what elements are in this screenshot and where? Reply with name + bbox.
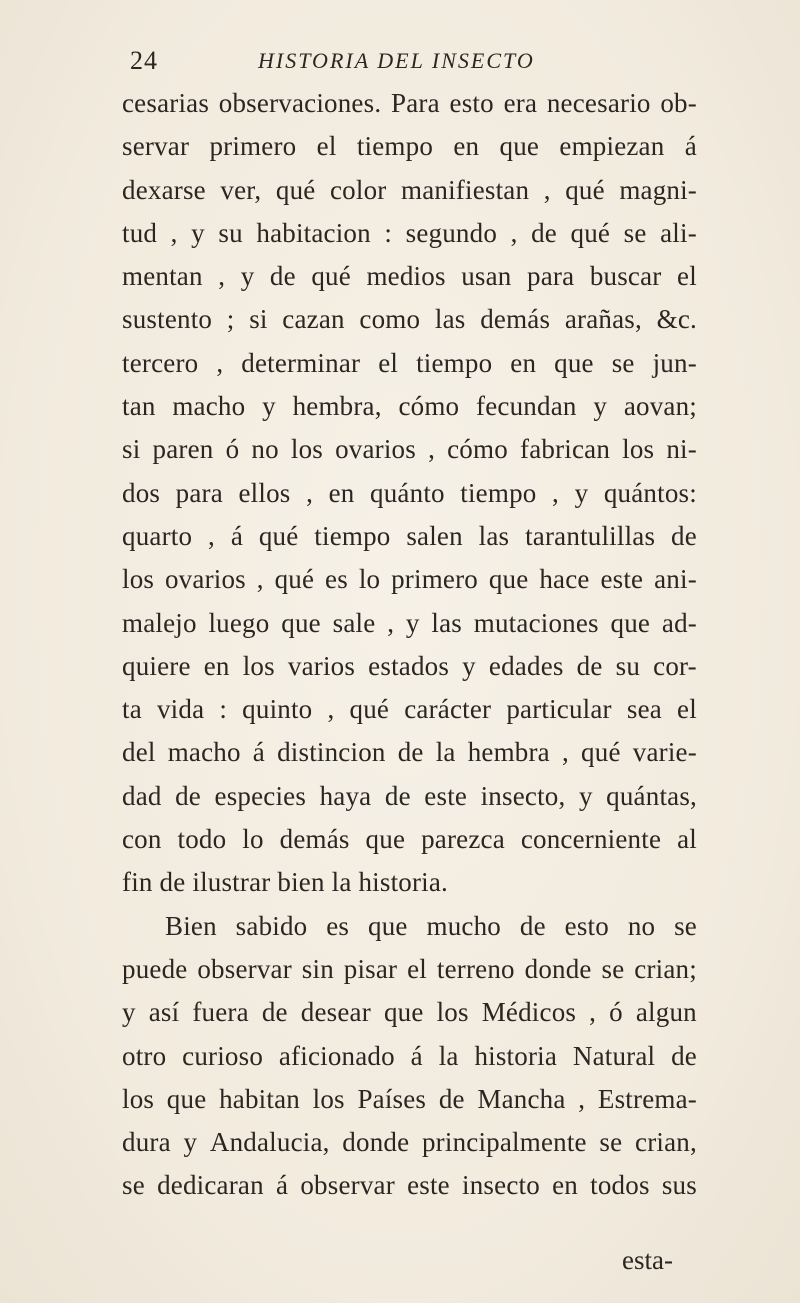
word: todo: [177, 824, 227, 855]
word: observar: [197, 953, 292, 984]
word: jun-: [652, 347, 697, 378]
word: qué: [311, 261, 351, 292]
word: sale: [332, 607, 376, 638]
word: usan: [461, 261, 512, 292]
word: puede: [122, 953, 188, 984]
word: sabido: [235, 910, 308, 941]
text-line: [122, 212, 697, 255]
word: del: [122, 737, 156, 768]
word: que: [368, 910, 408, 941]
word: las: [431, 607, 462, 638]
word: macho: [172, 391, 246, 422]
word: á: [684, 131, 697, 162]
word: se: [611, 347, 635, 378]
text-line: [122, 645, 697, 688]
word: de: [519, 910, 546, 941]
word: ta: [122, 694, 142, 725]
word: paren: [152, 434, 214, 465]
word: si: [122, 434, 141, 465]
word: buscar: [589, 261, 662, 292]
word: que: [166, 1083, 207, 1114]
text-line: [122, 385, 697, 428]
word: hace: [539, 564, 590, 595]
word: tarantulillas: [525, 520, 656, 551]
word: crian;: [634, 953, 697, 984]
word: ,: [543, 174, 551, 205]
word: algun: [635, 997, 697, 1028]
word: qué: [349, 694, 390, 725]
word: se: [674, 910, 697, 941]
text-line: [122, 1164, 697, 1207]
word: se: [599, 1127, 623, 1158]
word: concerniente: [520, 824, 662, 855]
word: que: [365, 824, 406, 855]
word: que: [610, 607, 651, 638]
word: si: [249, 304, 268, 335]
word: en: [203, 650, 230, 681]
word: :: [219, 694, 228, 725]
text-line: [122, 472, 697, 515]
word: manifiestan: [401, 174, 530, 205]
word: ,: [552, 477, 559, 508]
word: sin: [301, 953, 334, 984]
word: de: [269, 261, 296, 292]
word: :: [384, 217, 393, 248]
text-line: [122, 948, 697, 991]
text-line: [122, 82, 697, 125]
running-head: HISTORIA DEL INSECTO: [258, 48, 535, 73]
word: dexarse: [122, 174, 206, 205]
word: los: [622, 434, 655, 465]
word: y: [593, 391, 608, 422]
word: segundo: [405, 217, 498, 248]
word: &c.: [656, 304, 697, 335]
word: como: [359, 304, 421, 335]
word: es: [325, 564, 348, 595]
word: ,: [387, 607, 395, 638]
word: qué: [275, 174, 316, 205]
word: era: [503, 88, 538, 118]
word: ni-: [666, 434, 697, 465]
word: parezca: [421, 824, 505, 855]
word: tiempo: [416, 347, 493, 378]
word: varios: [287, 650, 356, 681]
word: fecundan: [476, 391, 577, 422]
word: varie-: [632, 737, 697, 768]
word: de: [671, 1040, 697, 1071]
word: ob-: [660, 88, 697, 118]
word: ali-: [660, 217, 697, 248]
text-line: [122, 1035, 697, 1078]
word: esto: [564, 910, 609, 941]
word: salen: [406, 520, 463, 551]
word: cómo: [447, 434, 508, 465]
page-header: [0, 40, 800, 80]
word: quiere: [122, 650, 191, 681]
word: el: [407, 953, 428, 984]
word: la: [438, 1040, 459, 1071]
word: ,: [561, 737, 569, 768]
word: esto: [449, 88, 494, 118]
word: carácter: [404, 694, 492, 725]
word: quántas,: [606, 780, 697, 811]
word: demás: [480, 304, 551, 335]
body-text: [122, 82, 697, 1208]
word: ani-: [654, 564, 697, 595]
word: cor-: [653, 650, 697, 681]
word: ;: [226, 304, 235, 335]
word: y: [262, 391, 276, 422]
text-line: [122, 515, 697, 558]
word: y: [462, 650, 476, 681]
word: qué: [274, 564, 315, 595]
word: ovarios: [335, 434, 416, 465]
word: ,: [170, 217, 178, 248]
word: el: [677, 261, 697, 292]
word: dad: [122, 780, 162, 811]
word: necesario: [546, 88, 651, 118]
word: luego: [208, 607, 270, 638]
word: ó: [609, 997, 623, 1028]
word: habitacion: [256, 217, 371, 248]
word: las: [478, 520, 510, 551]
word: que: [488, 564, 529, 595]
word: medios: [366, 261, 446, 292]
word: ,: [208, 520, 215, 551]
word: no: [627, 910, 656, 941]
word: tiempo: [356, 131, 434, 162]
word: Para: [391, 88, 440, 118]
word: donde: [524, 953, 592, 984]
word: fuera: [192, 997, 249, 1028]
word: quarto: [122, 520, 193, 551]
word: donde: [342, 1127, 410, 1158]
word: y: [574, 477, 589, 508]
word: sea: [626, 694, 662, 725]
word: historia: [474, 1040, 558, 1071]
word: sus: [661, 1170, 697, 1201]
word: aovan;: [623, 391, 697, 422]
word: malejo: [122, 607, 197, 638]
word: las: [434, 304, 466, 335]
word: tiempo: [460, 477, 537, 508]
word: tan: [122, 391, 156, 422]
word: ovarios: [164, 564, 246, 595]
text-line: [122, 991, 697, 1034]
word: terreno: [436, 953, 515, 984]
text-line: [122, 775, 697, 818]
text-line: [122, 428, 697, 471]
word: hembra,: [292, 391, 382, 422]
word: dos: [122, 477, 161, 508]
word: Médicos: [481, 997, 577, 1028]
word: con: [122, 824, 162, 855]
word: color: [330, 174, 387, 205]
word: los: [242, 650, 275, 681]
word: y: [191, 217, 205, 248]
word: este: [407, 1170, 450, 1201]
paragraph-start-line: [122, 905, 697, 948]
word: edades: [488, 650, 564, 681]
word: aficionado: [278, 1040, 395, 1071]
word: tercero: [122, 347, 199, 378]
word: ,: [218, 261, 226, 292]
word: cómo: [398, 391, 460, 422]
text-line: [122, 688, 697, 731]
word: dura: [122, 1127, 171, 1158]
word: haya: [319, 780, 372, 811]
word: Andalucia,: [209, 1127, 330, 1158]
word: la: [435, 737, 456, 768]
word: ó: [225, 434, 240, 465]
text-line: [122, 558, 697, 601]
word: vida: [156, 694, 205, 725]
text-line: [122, 731, 697, 774]
word: crian,: [635, 1127, 697, 1158]
word: los: [122, 1083, 155, 1114]
word: ,: [216, 347, 224, 378]
word: para: [527, 261, 575, 292]
word: este: [600, 564, 644, 595]
word: á: [410, 1040, 423, 1071]
word: se: [601, 953, 625, 984]
word: su: [615, 650, 641, 681]
word: y: [405, 607, 420, 638]
word: de: [384, 780, 411, 811]
word: y: [183, 1127, 198, 1158]
word: los: [312, 1083, 345, 1114]
word: quinto: [242, 694, 313, 725]
word: los: [122, 564, 155, 595]
text-line: [122, 255, 697, 298]
word: principalmente: [421, 1127, 587, 1158]
word: no: [251, 434, 279, 465]
word: de: [576, 650, 603, 681]
word: otro: [122, 1040, 167, 1071]
word: que: [383, 997, 424, 1028]
text-line: [122, 125, 697, 168]
word: ,: [589, 997, 597, 1028]
word: lo: [242, 824, 264, 855]
word: mentan: [122, 261, 203, 292]
text-line: [122, 298, 697, 341]
word: curioso: [182, 1040, 264, 1071]
word: observaciones.: [218, 88, 382, 118]
word: á: [275, 1170, 289, 1201]
word: quánto: [370, 477, 445, 508]
text-line: [122, 1078, 697, 1121]
word: y: [122, 997, 136, 1028]
word: que: [281, 607, 321, 638]
word: ,: [578, 1083, 586, 1114]
word: de: [671, 520, 697, 551]
word: primero: [391, 564, 478, 595]
word: los: [290, 434, 323, 465]
word: fabrican: [520, 434, 611, 465]
word: de: [175, 780, 201, 811]
word: ad-: [661, 607, 697, 638]
word: mucho: [426, 910, 501, 941]
word: se: [122, 1170, 145, 1201]
word: qué: [581, 737, 621, 768]
word: Países: [357, 1083, 427, 1114]
page-number: 24: [130, 46, 158, 75]
text-line: [122, 818, 697, 861]
word: quántos:: [603, 477, 697, 508]
word: en: [510, 347, 537, 378]
word: distincion: [277, 737, 386, 768]
word: y: [578, 780, 593, 811]
text-line: [122, 602, 697, 645]
word: habitan: [219, 1083, 300, 1114]
word: insecto,: [480, 780, 566, 811]
word: especies: [214, 780, 307, 811]
word: es: [326, 910, 350, 941]
word: demás: [279, 824, 350, 855]
word: ellos: [238, 477, 291, 508]
word: qué: [570, 217, 611, 248]
word: ,: [306, 477, 314, 508]
word: y: [240, 261, 255, 292]
word: estados: [368, 650, 450, 681]
word: observar: [300, 1170, 395, 1201]
word: en: [552, 1170, 578, 1201]
word: ,: [510, 217, 518, 248]
word: de: [438, 1083, 465, 1114]
word: Natural: [572, 1040, 656, 1071]
word: todos: [590, 1170, 650, 1201]
word: dedicaran: [157, 1170, 264, 1201]
word: de: [531, 217, 557, 248]
word: que: [499, 131, 540, 162]
word: en: [453, 131, 480, 162]
word: lo: [358, 564, 381, 595]
word: macho: [167, 737, 241, 768]
word: se: [623, 217, 647, 248]
word: á: [252, 737, 265, 768]
word: Estrema-: [597, 1083, 697, 1114]
word: los: [436, 997, 469, 1028]
word: de: [397, 737, 424, 768]
word: tiempo: [314, 520, 391, 551]
word: ,: [256, 564, 264, 595]
word: particular: [506, 694, 612, 725]
word: desear: [300, 997, 371, 1028]
word: este: [424, 780, 468, 811]
word: pisar: [343, 953, 398, 984]
word: primero: [209, 131, 297, 162]
word: qué: [565, 174, 605, 205]
word: á: [230, 520, 244, 551]
word: magni-: [619, 174, 697, 205]
word: cesarias: [122, 88, 210, 118]
word: ,: [327, 694, 335, 725]
word: arañas,: [564, 304, 642, 335]
text-line: [122, 1121, 697, 1164]
word: de: [261, 997, 288, 1028]
word: en: [328, 477, 355, 508]
text-line: [122, 342, 697, 385]
word: el: [677, 694, 697, 725]
word: hembra: [467, 737, 550, 768]
catchword: esta-: [622, 1245, 673, 1275]
word: qué: [258, 520, 299, 551]
word: que: [554, 347, 594, 378]
word: Bien: [165, 910, 217, 941]
word: Mancha: [477, 1083, 566, 1114]
word: el: [378, 347, 399, 378]
word: empiezan: [559, 131, 665, 162]
word: determinar: [241, 347, 361, 378]
word: para: [175, 477, 223, 508]
word: servar: [122, 131, 190, 162]
word: tud: [122, 217, 158, 248]
word: insecto: [462, 1170, 540, 1201]
word: mutaciones: [473, 607, 599, 638]
word: su: [218, 217, 243, 248]
word: al: [677, 824, 697, 855]
word: cazan: [282, 304, 345, 335]
word: el: [316, 131, 337, 162]
word: sustento: [122, 304, 213, 335]
word: ,: [428, 434, 436, 465]
word: así: [148, 997, 180, 1028]
text-line: [122, 169, 697, 212]
paragraph-end-line: fin de ilustrar bien la historia.: [122, 867, 449, 898]
word: ver,: [220, 174, 262, 205]
